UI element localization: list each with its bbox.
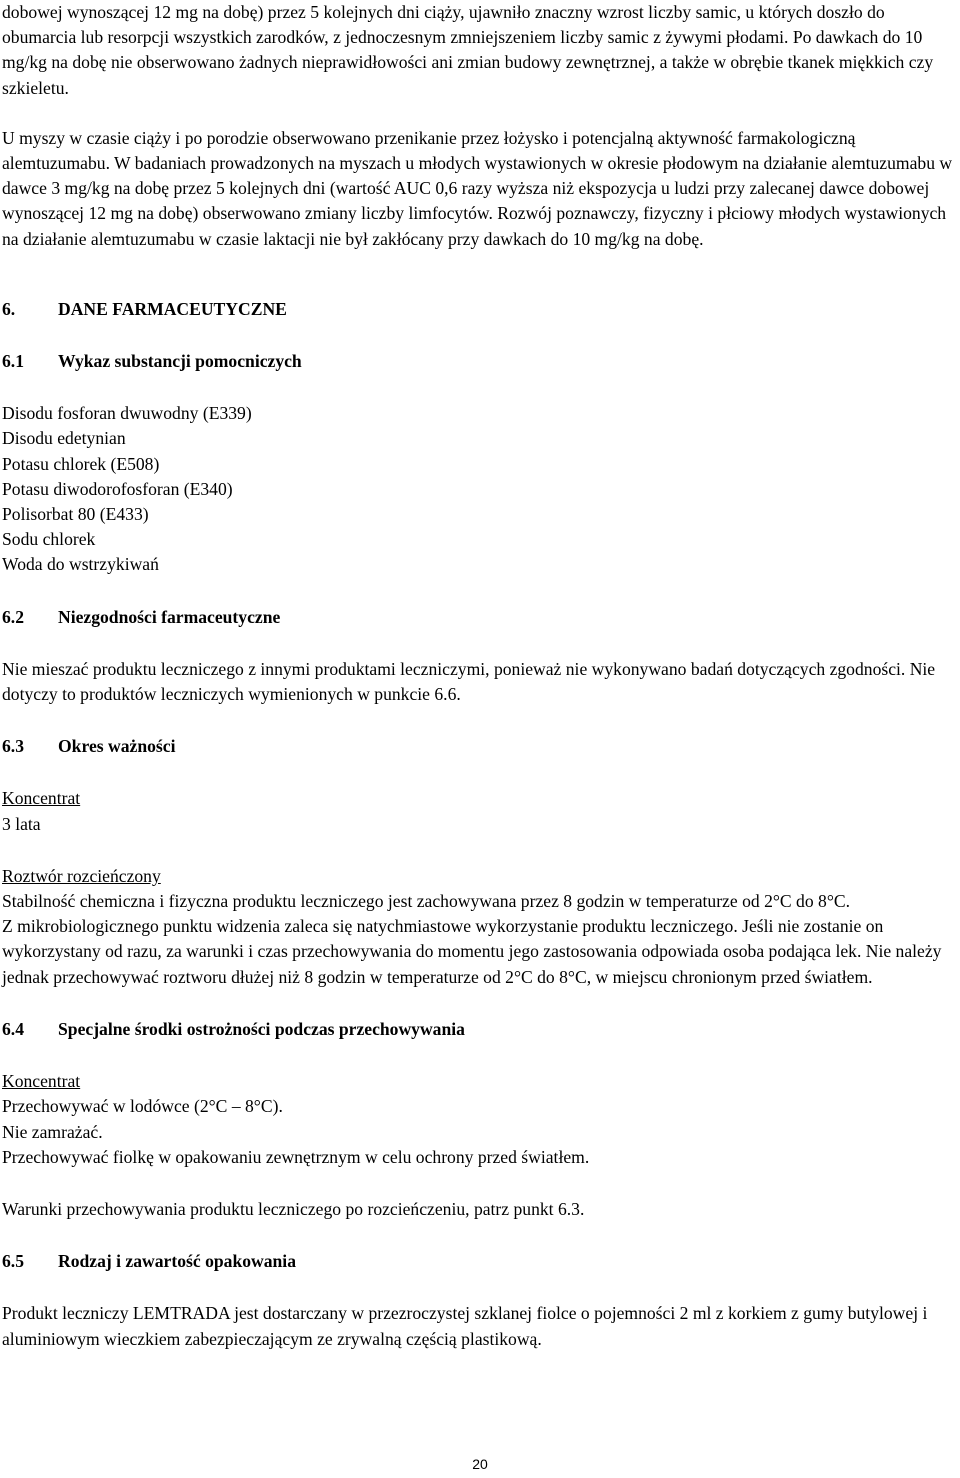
storage-line: Przechowywać fiolkę w opakowaniu zewnętrznym w celu ochrony przed światłem. xyxy=(2,1146,590,1167)
shelf-life-concentrate xyxy=(2,786,954,836)
section-6-5-number: 6.5 xyxy=(2,1251,24,1272)
section-6-2-heading xyxy=(2,605,954,630)
section-6-4-heading xyxy=(2,1017,954,1042)
document-page xyxy=(2,0,954,1352)
concentrate-label: Koncentrat xyxy=(2,1071,81,1092)
section-6-title: DANE FARMACEUTYCZNE xyxy=(58,298,287,319)
section-6-4-title: Specjalne środki ostrożności podczas przechowywania xyxy=(58,1018,465,1039)
diluted-stability-text: Stabilność chemiczna i fizyczna produktu leczniczego jest zachowywana przez 8 godzin w temperaturze od 2°C do 8°C. xyxy=(2,891,850,912)
page-number: 20 xyxy=(472,1456,488,1472)
section-6-3-heading xyxy=(2,734,954,759)
section-6-heading xyxy=(2,297,954,322)
mice-paragraph: U myszy w czasie ciąży i po porodzie obserwowano przenikanie przez łożysko i potencjalną aktywność farmakologiczną alemtuzumabu. W badaniach prowadzonych na myszach u młodych wystawionych w okresie płodowym na działanie alemtuzumabu w dawce 3 mg/kg na dobę przez 5 kolejnych dni (wartość AUC 0,6 razy wyższa niż ekspozycja u ludzi przy zalecanej dawce dobowej wynoszącej 12 mg na dobę) obserwowano zmiany liczby limfocytów. Rozwój poznawczy, fizyczny i płciowy młodych wystawionych na działanie alemtuzumabu w czasie laktacji nie był zakłócany przy dawkach do 10 mg/kg na dobę. xyxy=(2,127,953,249)
diluted-microbiology-text: Z mikrobiologicznego punktu widzenia zaleca się natychmiastowe wykorzystanie produktu leczniczego. Jeśli nie zostanie on wykorzystany od razu, za warunki i czas przechowywania do momentu jego zastosowania odpowiada osoba podająca lek. Nie należy jednak przechowywać roztworu dłużej niż 8 godzin w temperaturze od 2°C do 8°C, w miejscu chronionym przed światłem. xyxy=(2,916,942,987)
section-6-1-title: Wykaz substancji pomocniczych xyxy=(58,351,302,372)
list-item: Woda do wstrzykiwań xyxy=(2,554,159,575)
container-text: Produkt leczniczy LEMTRADA jest dostarczany w przezroczystej szklanej fiolce o pojemności 2 ml z korkiem z gumy butylowej i aluminiowym wieczkiem zabezpieczającym ze zrywalną częścią plastikową. xyxy=(2,1303,928,1349)
concentrate-label: Koncentrat xyxy=(2,788,81,809)
section-6-2-title: Niezgodności farmaceutyczne xyxy=(58,606,281,627)
section-6-3-number: 6.3 xyxy=(2,736,24,757)
storage-line: Nie zamrażać. xyxy=(2,1121,103,1142)
section-6-1-number: 6.1 xyxy=(2,351,24,372)
list-item: Polisorbat 80 (E433) xyxy=(2,504,149,525)
storage-concentrate xyxy=(2,1069,954,1170)
excipients-list xyxy=(2,401,954,577)
diluted-label: Roztwór rozcieńczony xyxy=(2,865,161,886)
list-item: Potasu diwodorofosforan (E340) xyxy=(2,478,233,499)
section-6-1-heading xyxy=(2,349,954,374)
section-6-5-title: Rodzaj i zawartość opakowania xyxy=(58,1251,296,1272)
section-6-5-heading xyxy=(2,1249,954,1274)
incompatibilities-text: Nie mieszać produktu leczniczego z innymi produktami leczniczymi, ponieważ nie wykonywano badań dotyczących zgodności. Nie dotyczy to produktów leczniczych wymienionych w punkcie 6.6. xyxy=(2,658,936,705)
storage-after-dilution: Warunki przechowywania produktu leczniczego po rozcieńczeniu, patrz punkt 6.3. xyxy=(2,1198,585,1219)
list-item: Sodu chlorek xyxy=(2,529,96,550)
list-item: Disodu edetynian xyxy=(2,428,126,449)
list-item: Potasu chlorek (E508) xyxy=(2,453,160,474)
intro-paragraph: dobowej wynoszącej 12 mg na dobę) przez 5 kolejnych dni ciąży, ujawniło znaczny wzrost liczby samic, u których doszło do obumarcia lub resorpcji wszystkich zarodków, z jednoczesnym zmniejszeniem liczby samic z żywymi płodami. Po dawkach do 10 mg/kg na dobę nie obserwowano żadnych nieprawidłowości ani zmian budowy zewnętrznej, a także w obrębie tkanek miękkich czy szkieletu. xyxy=(2,2,934,98)
storage-line: Przechowywać w lodówce (2°C – 8°C). xyxy=(2,1096,283,1117)
list-item: Disodu fosforan dwuwodny (E339) xyxy=(2,403,252,424)
concentrate-shelf-life: 3 lata xyxy=(2,813,41,834)
section-6-2-number: 6.2 xyxy=(2,606,24,627)
section-6-4-number: 6.4 xyxy=(2,1018,24,1039)
shelf-life-diluted xyxy=(2,864,954,990)
section-6-3-title: Okres ważności xyxy=(58,736,176,757)
section-6-number: 6. xyxy=(2,298,16,319)
